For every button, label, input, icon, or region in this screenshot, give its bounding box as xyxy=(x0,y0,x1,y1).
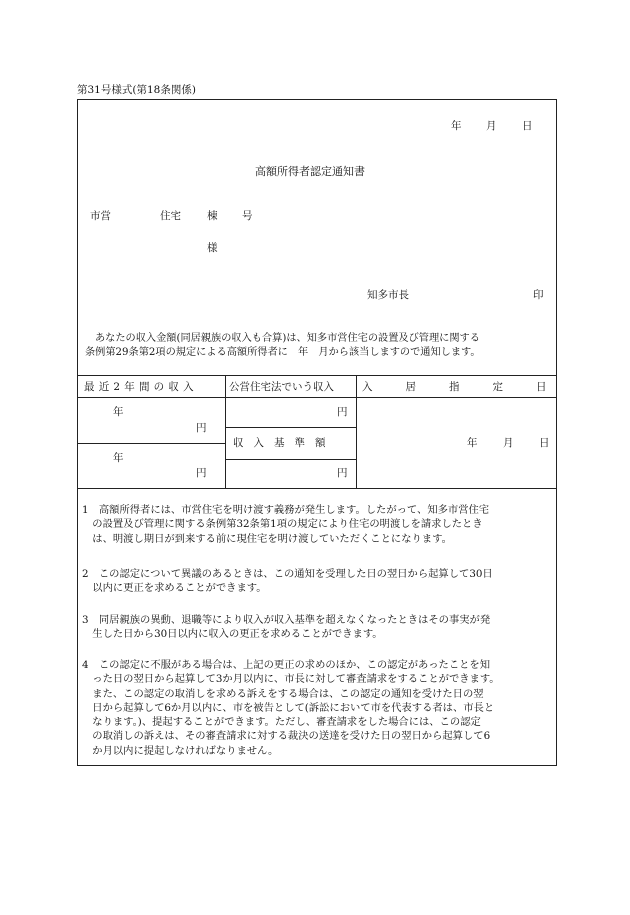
note-2 xyxy=(82,567,493,596)
date-year: 年 xyxy=(451,120,462,132)
note-3-line-2: 生した日から30日以内に収入の更正を求めることができます。 xyxy=(82,628,383,641)
header-income-2yrs-text: 最近2年間の収入 xyxy=(84,381,198,393)
document-title: 高額所得者認定通知書 xyxy=(255,165,365,178)
move-in-month: 月 xyxy=(503,437,514,449)
note-2-line-2: 以内に更正を求めることができます。 xyxy=(82,582,267,595)
form-label: 第31号様式(第18条関係) xyxy=(77,84,196,96)
date-day: 日 xyxy=(522,120,533,132)
address-to: 棟 xyxy=(207,210,218,222)
note-1-line-2: の設置及び管理に関する条例第32条第1項の規定により住宅の明渡しを請求したとき xyxy=(82,518,483,531)
note-1-line-3: は、明渡し期日が到来する前に現住宅を明け渡していただくことになります。 xyxy=(82,532,452,545)
note-4 xyxy=(82,658,500,758)
recipient-sama: 様 xyxy=(207,242,218,254)
note-4-line-3: また、この認定の取消しを求める訴えをする場合は、この認定の通知を受けた日の翌 xyxy=(82,687,484,700)
note-4-line-1: 4 この認定に不服がある場合は、上記の更正の求めのほか、この認定があったことを知 xyxy=(82,659,491,671)
income-yen-2-label: 円 xyxy=(196,467,207,479)
note-4-line-6: の取消しの訴えは、その審査請求に対する裁決の送達を受けた日の翌日から起算して6 xyxy=(82,730,491,743)
note-3-line-1: 3 同居親族の異動、退職等により収入が収入基準を超えなくなったときはその事実が発 xyxy=(82,614,491,626)
mayor-title: 知多市長 xyxy=(367,289,409,301)
table-col-divider-2 xyxy=(356,375,357,488)
income-year-2-label: 年 xyxy=(113,452,124,464)
address-jutaku: 住宅 xyxy=(160,210,181,222)
move-in-day: 日 xyxy=(539,437,550,449)
table-top-line xyxy=(77,375,557,376)
note-4-line-2: った日の翌日から起算して3か月以内に、市長に対して審査請求をすることができます。 xyxy=(82,673,500,686)
move-in-year: 年 xyxy=(467,437,478,449)
table-mid-left-line xyxy=(77,443,225,444)
table-col-divider-1 xyxy=(225,375,226,488)
address-go: 号 xyxy=(242,210,253,222)
seal-mark: 印 xyxy=(533,289,544,301)
income-yen-1-label: 円 xyxy=(196,422,207,434)
body-text-line-2: 条例第29条第2項の規定による高額所得者に 年 月から該当しますので通知します。 xyxy=(85,347,481,358)
table-header-line xyxy=(77,397,557,398)
public-income-yen-label: 円 xyxy=(337,406,348,418)
note-1-line-1: 1 高額所得者には、市営住宅を明け渡す義務が発生します。したがって、知多市営住宅 xyxy=(82,504,490,516)
date-month: 月 xyxy=(486,120,497,132)
note-2-line-1: 2 この認定について異議のあるときは、この通知を受理した日の翌日から起算して30日 xyxy=(82,568,493,580)
table-mid-center-line-2 xyxy=(225,459,356,460)
note-4-line-5: なります。)、提起することができます。ただし、審査請求をした場合には、この認定 xyxy=(82,716,481,729)
table-mid-center-line-1 xyxy=(225,427,356,428)
address-shiei: 市営 xyxy=(90,210,111,222)
income-standard-label: 収入基準額 xyxy=(233,437,336,449)
income-year-1-label: 年 xyxy=(113,406,124,418)
header-public-housing-income: 公営住宅法でいう収入 xyxy=(229,381,334,393)
note-3 xyxy=(82,613,490,642)
standard-yen-label: 円 xyxy=(337,467,348,479)
note-4-line-4: 日から起算して6か月以内に、市を被告として(訴訟において市を代表する者は、市長と xyxy=(82,701,495,714)
table-bottom-line xyxy=(77,488,557,489)
header-move-in-date: 入居指定日 xyxy=(362,381,580,393)
note-4-line-7: か月以内に提起しなければなりません。 xyxy=(82,744,279,757)
body-text-line-1: あなたの収入金額(同居親族の収入も合算)は、知多市営住宅の設置及び管理に関する xyxy=(95,333,480,344)
header-income-2yrs xyxy=(84,380,220,394)
note-1 xyxy=(82,503,489,546)
